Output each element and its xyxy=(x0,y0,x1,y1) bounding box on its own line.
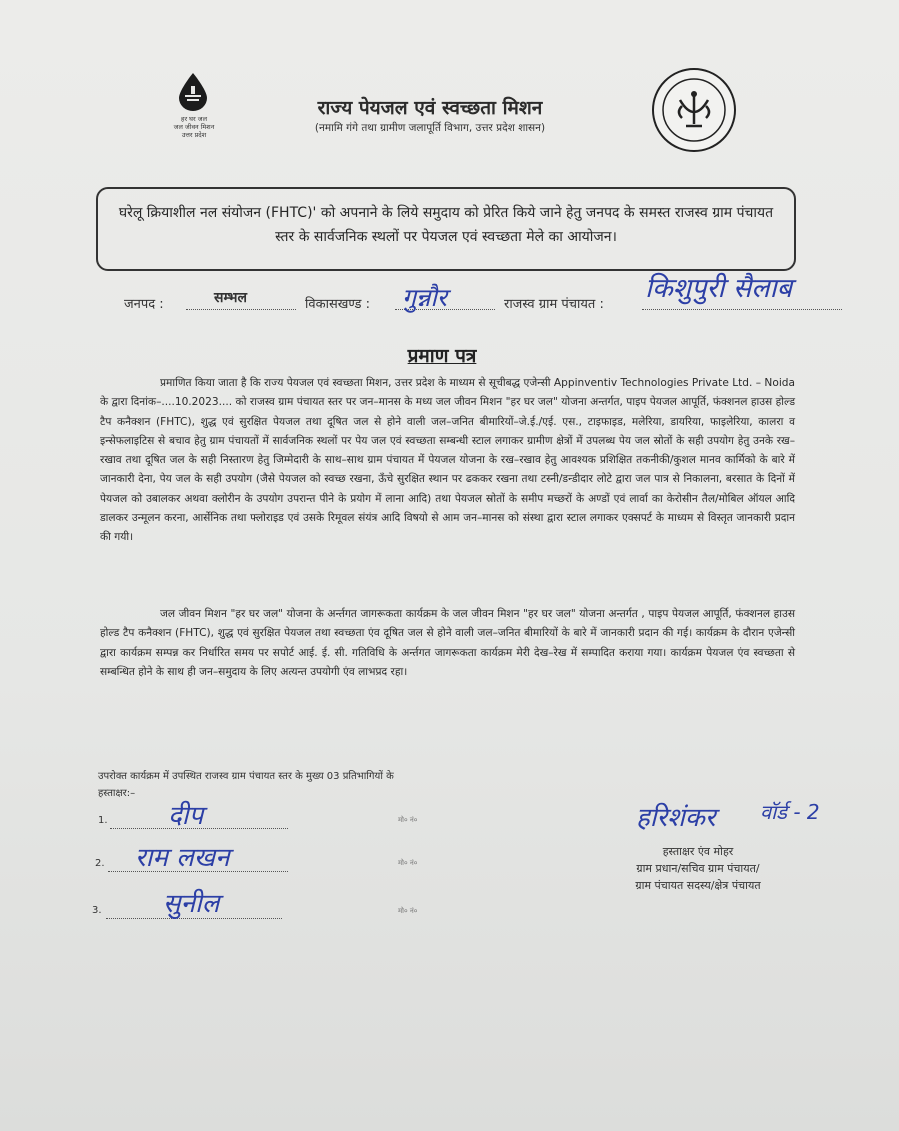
participant-number: 1. xyxy=(98,815,108,826)
participants-sign-label: हस्ताक्षर:– xyxy=(98,788,136,799)
logo-text-line: हर घर जल xyxy=(181,115,207,123)
water-drop-icon xyxy=(176,72,210,112)
paragraph-2-text: जल जीवन मिशन "हर घर जल" योजना के अर्न्तगत जागरूकता कार्यक्रम के जल जीवन मिशन "हर घर जल" योजना अन्तर्गत , पाइप पेयजल आपूर्ति, फंक्शनल हाउस होल्ड टैप कनैक्शन (FHTC), शुद्ध एवं सुरक्षित पेयजल तथा स्वच्छता एंव दूषित जल से होने वाली जल–जनित बीमारियों के बारे में जानकारी प्रदान की गई। कार्यक्रम के दौरान एजेन्सी द्वारा कार्यक्रम सम्पन्न कर निर्धारित समय पर सपोर्ट आई. ई. सी. गतिविधि के अर्न्तगत जागरूकता कार्यक्रम मेरी देख–रेख में सम्पादित कराया गया। कार्यक्रम पेयजल एंव स्वच्छता से सम्बन्धित होने के साथ ही जन–समुदाय के लिए अत्यन्त उपयोगी एंव लाभप्रद रहा। xyxy=(100,608,795,678)
participant-mobile-label: मो० नं० xyxy=(398,907,418,915)
mission-title: राज्य पेयजल एवं स्वच्छता मिशन xyxy=(317,97,543,119)
participants-intro: उपरोक्त कार्यक्रम में उपस्थित राजस्व ग्राम पंचायत स्तर के मुख्य 03 प्रतिभागियों के xyxy=(98,771,394,782)
panchayat-field-line xyxy=(642,309,842,310)
participant-signature: सुनील xyxy=(163,889,220,919)
certificate-body-paragraph-1 xyxy=(100,374,795,548)
mission-subtitle: (नमामि गंगे तथा ग्रामीण जलापूर्ति विभाग, उत्तर प्रदेश शासन) xyxy=(314,122,546,134)
certificate-body-paragraph-2 xyxy=(100,605,795,682)
logo-text-line: जल जीवन मिशन xyxy=(173,123,215,131)
certificate-heading: प्रमाण पत्र xyxy=(407,345,477,367)
block-value-handwritten: गुन्नौर xyxy=(402,283,448,312)
district-label: जनपद : xyxy=(124,297,164,312)
participant-signature: राम लखन xyxy=(135,843,230,873)
district-field-line xyxy=(186,309,296,310)
paragraph-1-text: प्रमाणित किया जाता है कि राज्य पेयजल एवं स्वच्छता मिशन, उत्तर प्रदेश के माध्यम से सूचीबद्ध एजेन्सी Appinventiv Technologies Private Ltd. – Noida के द्वारा दिनांक–....10.2023.... को राजस्व ग्राम पंचायत स्तर पर जन–मानस के मध्य जल जीवन मिशन "हर घर जल" योजना अन्तर्गत, पाइप पेयजल आपूर्ति, फंक्शनल हाउस होल्ड टैप कनैक्शन (FHTC), शुद्ध एवं सुरक्षित पेयजल तथा दूषित जल से होने वाली जल–जनित बीमारियों–जे.ई./एई. एस., टाइफाइड, मलेरिया, डायरिया, फाइलेरिया, कालरा व इन्सेफलाइटिस से बचाव हेतु ग्राम पंचायतों में सार्वजनिक स्थलों पर पेय जल एवं स्वच्छता सम्बन्धी स्टाल लगाकर ग्रामीण क्षेत्रों में उपलब्ध पेय जल स्रोतों के सही उपयोग हेतु उनके रख–रखाव तथा दूषित जल के सही निस्तारण हेतु जिम्मेदारी के साथ–साथ ग्राम पंचायत में पेयजल योजना के रख–रखाव हेतु आवश्यक प्रशिक्षित तकनीकी/कुशल मानव कार्मिको के बारे में जानकारी देना, पेय जल के सही उपयोग (जैसे पेयजल को स्वच्छ रखना, ऊँचे सुरक्षित स्थान पर ढककर रखना तथा टस्नी/डन्डीदार लोटे द्वारा जल पात्र से निकालना, बरसात के दिनों में पेयजल को उबालकर अथवा क्लोरीन के उपयोग उपरान्त पीने के प्रयोग में लाना आदि) तथा पेयजल स्रोतों के समीप मच्छरों के अण्डों एवं लार्वा का केरोसीन तैल/मोबिल ऑयल आदि डालकर उन्मूलन करना, आर्सेनिक तथा फ्लोराइड एवं उसके रिमूवल संयंत्र आदि विषयो से आम जन–मानस को संस्था द्वारा स्टाल लगाकर एक्सपर्ट के माध्यम से विस्तृत जानकारी प्रदान की गयी। xyxy=(100,377,795,544)
participant-number: 3. xyxy=(92,905,102,916)
authority-sign-label: हस्ताक्षर एंव मोहर xyxy=(662,845,734,858)
participant-mobile-label: मो० नं० xyxy=(398,859,418,867)
jal-jeevan-mission-logo xyxy=(158,72,230,152)
event-title-banner: घरेलू क्रियाशील नल संयोजन (FHTC)' को अपनाने के लिये समुदाय को प्रेरित किये जाने हेतु जनपद के समस्त राजस्व ग्राम पंचायत स्तर के सार्वजनिक स्थलों पर पेयजल एवं स्वच्छता मेले का आयोजन। xyxy=(96,187,796,271)
participant-number: 2. xyxy=(95,858,105,869)
panchayat-value-handwritten: किशुपुरी सैलाब xyxy=(645,273,793,304)
district-value: सम्भल xyxy=(214,290,247,306)
up-government-seal-icon xyxy=(650,66,738,154)
panchayat-label: राजस्व ग्राम पंचायत : xyxy=(504,297,604,312)
participant-signature: दीप xyxy=(168,801,204,831)
logo-text-line: उत्तर प्रदेश xyxy=(181,131,207,139)
authority-ward: वॉर्ड - 2 xyxy=(760,800,820,824)
authority-role-line-2: ग्राम पंचायत सदस्य/क्षेत्र पंचायत xyxy=(635,879,761,892)
authority-role-line-1: ग्राम प्रधान/सचिव ग्राम पंचायत/ xyxy=(636,862,760,875)
block-label: विकासखण्ड : xyxy=(305,297,371,312)
participant-mobile-label: मो० नं० xyxy=(398,816,418,824)
authority-signature: हरिशंकर xyxy=(636,803,716,833)
